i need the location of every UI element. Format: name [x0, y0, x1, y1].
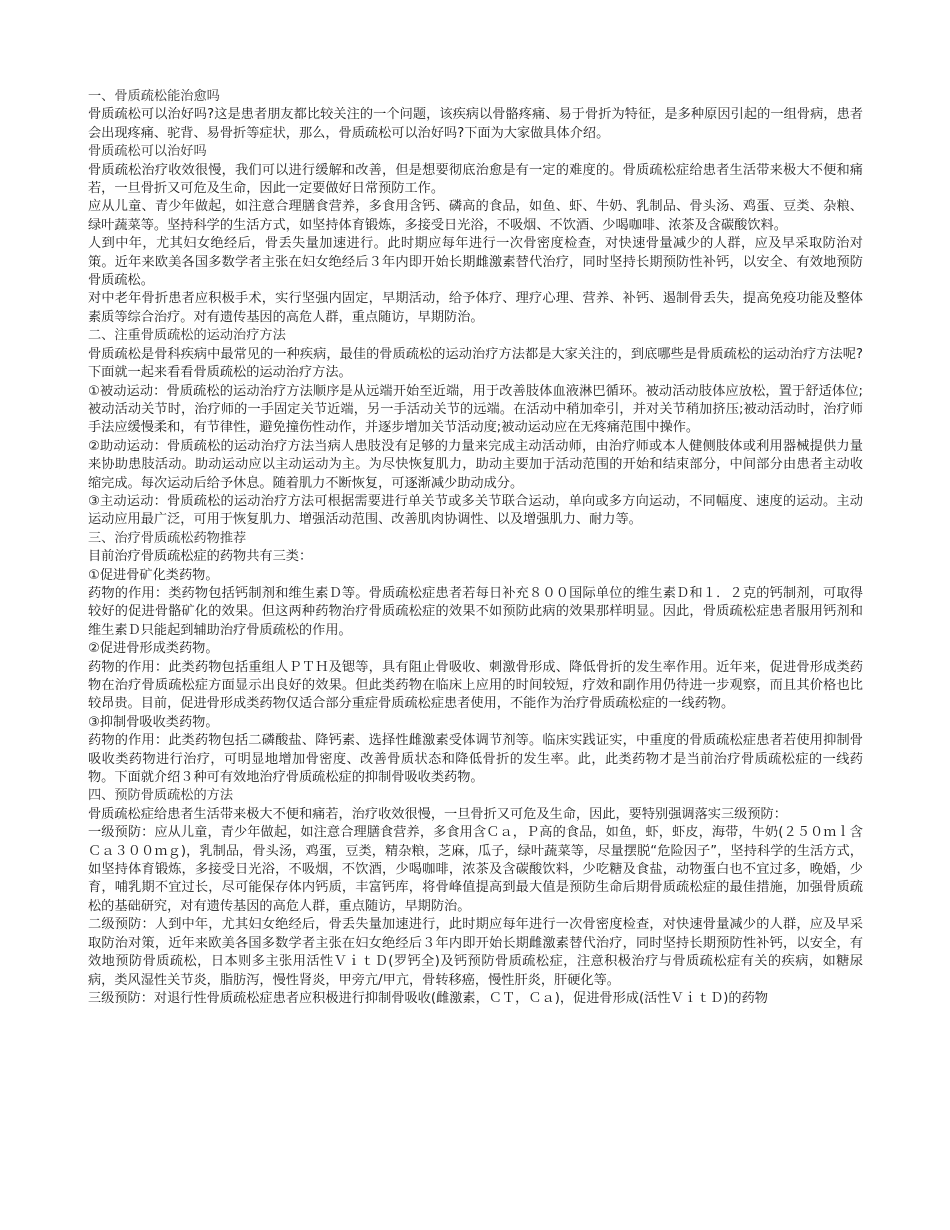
paragraph: ③主动运动：骨质疏松的运动治疗方法可根据需要进行单关节或多关节联合运动，单向或多方向运动，不同幅度、速度的运动。主动运动应用最广泛，可用于恢复肌力、增强活动范围、改善肌肉协调性、以及增强肌力、耐力等。 — [88, 493, 863, 528]
paragraph: 人到中年，尤其妇女绝经后，骨丢失量加速进行。此时期应每年进行一次骨密度检查，对快速骨量减少的人群，应及早采取防治对策。近年来欧美各国多数学者主张在妇女绝经后３年内即开始长期雌激素替代治疗，同时坚持长期预防性补钙，以安全、有效地预防骨质疏松。 — [88, 236, 863, 289]
paragraph: 二级预防：人到中年，尤其妇女绝经后，骨丢失量加速进行，此时期应每年进行一次骨密度检查，对快速骨量减少的人群，应及早采取防治对策，近年来欧美各国多数学者主张在妇女绝经后３年内即开始长期雌激素替代治疗，同时坚持长期预防性补钙，以安全，有效地预防骨质疏松，日本则多主张用活性ＶｉｔＤ(罗钙全)及钙预防骨质疏松症，注意积极治疗与骨质疏松症有关的疾病，如糖尿病，类风湿性关节炎，脂肪泻，慢性肾炎，甲旁亢/甲亢，骨转移癌，慢性肝炎，肝硬化等。 — [88, 917, 863, 988]
paragraph: 药物的作用：此类药物包括二磷酸盐、降钙素、选择性雌激素受体调节剂等。临床实践证实，中重度的骨质疏松症患者若使用抑制骨吸收类药物进行治疗，可明显地增加骨密度、改善骨质状态和降低骨折的发生率。此，此类药物才是当前治疗骨质疏松症的一线药物。下面就介绍３种可有效地治疗骨质疏松症的抑制骨吸收类药物。 — [88, 733, 863, 786]
section-heading-3: 三、治疗骨质疏松药物推荐 — [88, 530, 247, 546]
paragraph: 骨质疏松症给患者生活带来极大不便和痛若，治疗收效很慢，一旦骨折又可危及生命，因此，要特别强调落实三级预防： — [88, 806, 787, 822]
paragraph: 骨质疏松可以治好吗?这是患者朋友都比较关注的一个问题，该疾病以骨骼疼痛、易于骨折为特征，是多种原因引起的一组骨病，患者会出现疼痛、驼背、易骨折等症状，那么，骨质疏松可以治好吗?下面为大家做具体介绍。 — [88, 107, 863, 141]
paragraph: 药物的作用：类药物包括钙制剂和维生素Ｄ等。骨质疏松症患者若每日补充８００国际单位的维生素Ｄ和１．２克的钙制剂，可取得较好的促进骨骼矿化的效果。但这两种药物治疗骨质疏松症的效果不如预防此病的效果那样明显。因此，骨质疏松症患者服用钙剂和维生素Ｄ只能起到辅助治疗骨质疏松的作用。 — [88, 585, 863, 638]
list-item-heading: ③抑制骨吸收类药物。 — [88, 714, 219, 730]
paragraph: 骨质疏松是骨科疾病中最常见的一种疾病，最佳的骨质疏松的运动治疗方法都是大家关注的，到底哪些是骨质疏松的运动治疗方法呢?下面就一起来看看骨质疏松的运动治疗方法。 — [88, 346, 863, 381]
paragraph: 三级预防：对退行性骨质疏松症患者应积极进行抑制骨吸收(雌激素，ＣＴ，Ｃａ)，促进骨形成(活性ＶｉｔＤ)的药物 — [88, 990, 768, 1006]
list-item-heading: ②促进骨形成类药物。 — [88, 641, 219, 657]
document-body — [88, 88, 863, 1008]
section-heading-1: 一、骨质疏松能治愈吗 — [88, 89, 220, 104]
paragraph: 药物的作用：此类药物包括重组人ＰＴＨ及锶等，具有阻止骨吸收、刺激骨形成、降低骨折的发生率作用。近年来，促进骨形成类药物在治疗骨质疏松症方面显示出良好的效果。但此类药物在临床上应用的时间较短，疗效和副作用仍待进一步观察，而且其价格也比较昂贵。目前，促进骨形成类药物仅适合部分重症骨质疏松症患者使用，不能作为治疗骨质疏松症的一线药物。 — [88, 659, 863, 712]
paragraph: 对中老年骨折患者应积极手术，实行坚强内固定，早期活动，给予体疗、理疗心理、营养、补钙、遏制骨丢失，提高免疫功能及整体素质等综合治疗。对有遗传基因的高危人群，重点随访，早期防治。 — [88, 291, 863, 325]
paragraph: 一级预防：应从儿童，青少年做起，如注意合理膳食营养，多食用含Ｃａ，Ｐ高的食品，如鱼，虾，虾皮，海带，牛奶(２５０ｍｌ含Ｃａ３００ｍｇ)，乳制品，骨头汤，鸡蛋，豆类，精杂粮，芝麻，瓜子，绿叶蔬菜等，尽量摆脱“危险因子”，坚持科学的生活方式，如坚持体育锻炼，多接受日光浴，不吸烟，不饮酒，少喝咖啡，浓茶及含碳酸饮料，少吃糖及食盐，动物蛋白也不宜过多，晚婚，少育，哺乳期不宜过长，尽可能保存体内钙质，丰富钙库，将骨峰值提高到最大值是预防生命后期骨质疏松症的最佳措施，加强骨质疏松的基础研究，对有遗传基因的高危人群，重点随访，早期防治。 — [88, 825, 863, 914]
paragraph: 目前治疗骨质疏松症的药物共有三类： — [88, 549, 313, 565]
subheading: 骨质疏松可以治好吗 — [88, 144, 207, 160]
section-heading-2: 二、注重骨质疏松的运动治疗方法 — [88, 328, 286, 344]
paragraph: 应从儿童、青少年做起，如注意合理膳食营养，多食用含钙、磷高的食品，如鱼、虾、牛奶、乳制品、骨头汤、鸡蛋、豆类、杂粮、绿叶蔬菜等。坚持科学的生活方式，如坚持体育锻炼，多接受日光浴，不吸烟、不饮酒、少喝咖啡、浓茶及含碳酸饮料。 — [88, 199, 863, 233]
paragraph: 骨质疏松治疗收效很慢，我们可以进行缓解和改善，但是想要彻底治愈是有一定的难度的。骨质疏松症给患者生活带来极大不便和痛若，一旦骨折又可危及生命，因此一定要做好日常预防工作。 — [88, 162, 863, 197]
section-heading-4: 四、预防骨质疏松的方法 — [88, 788, 234, 804]
paragraph: ②助动运动：骨质疏松的运动治疗方法当病人患肢没有足够的力量来完成主动活动师，由治疗师或本人健侧肢体或利用器械提供力量来协助患肢活动。助动运动应以主动运动为主。为尽快恢复肌力，助动主要加于活动范围的开始和结束部分，中间部分由患者主动收缩完成。每次运动后给予休息。随着肌力不断恢复，可逐渐减少助动成分。 — [88, 438, 863, 491]
paragraph: ①被动运动：骨质疏松的运动治疗方法顺序是从远端开始至近端，用于改善肢体血液淋巴循环。被动活动肢体应放松，置于舒适体位;被动活动关节时，治疗师的一手固定关节近端，另一手活动关节的远端。在活动中稍加牵引，并对关节稍加挤压;被动活动时，治疗师手法应缓慢柔和，有节律性，避免撞伤性动作，并逐步增加关节活动度;被动运动应在无疼痛范围中操作。 — [88, 383, 863, 436]
list-item-heading: ①促进骨矿化类药物。 — [88, 567, 219, 583]
